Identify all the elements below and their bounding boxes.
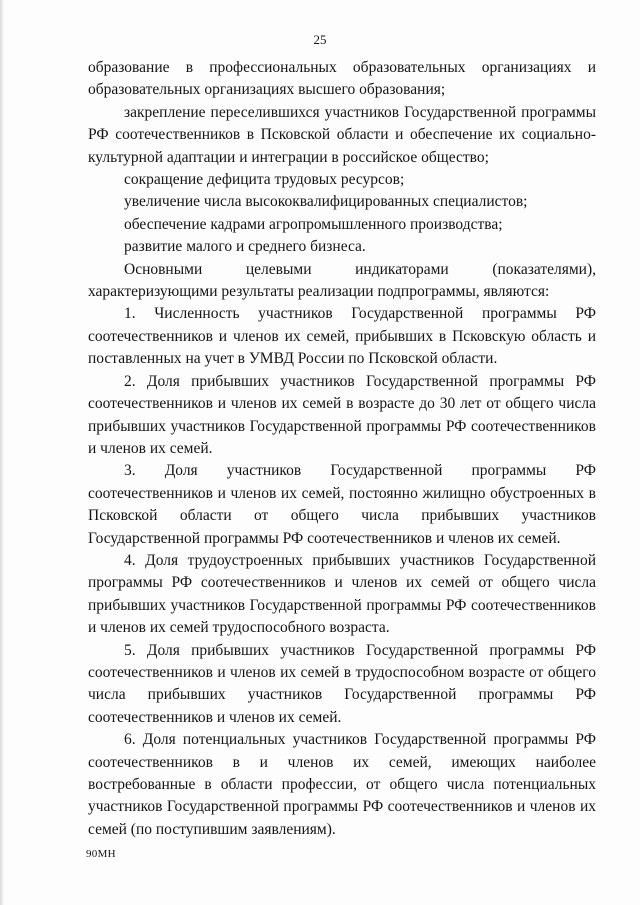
indicator-item-1: 1. Численность участников Государственной программы РФ соотечественников и членов их семей, прибывших в Псковскую область и поставленных на учет в УМВД России по Псковской области. [88,305,596,368]
indicator-item-4: 4. Доля трудоустроенных прибывших участников Государственной программы РФ соотечественников и членов их семей от общего числа прибывших участников Государственной программы РФ соотечественников и членов их семей трудоспособного возраста. [88,551,596,637]
indicator-item-2: 2. Доля прибывших участников Государственной программы РФ соотечественников и членов их семей в возрасте до 30 лет от общего числа прибывших участников Государственной программы РФ соотечественников и членов их семей. [88,372,596,457]
paragraph-small-business: развитие малого и среднего бизнеса. [124,238,366,256]
indicator-item-6: 6. Доля потенциальных участников Государственной программы РФ соотечественников в и членов их семей, имеющих наиболее востребованные в области профессии, от общего числа потенциальных участников Государственной программы РФ соотечественников и членов их семей (по поступившим заявлениям). [88,731,596,838]
paragraph-education-continuation: образование в профессиональных образовательных организациях и образовательных организациях высшего образования; [88,59,596,99]
paragraph-labor-deficit: сокращение дефицита трудовых ресурсов; [124,171,405,189]
document-footer-code: 90МН [86,848,116,860]
indicator-item-3: 3. Доля участников Государственной программы РФ соотечественников и членов их семей, постоянно жилищно обустроенных в Псковской области от общего числа прибывших участников Государственной программы РФ соотечественников и членов их семей. [88,462,596,547]
document-body [88,57,596,841]
page-edge-shadow [0,0,4,905]
indicator-item-5: 5. Доля прибывших участников Государственной программы РФ соотечественников и членов их семей в трудоспособном возрасте от общего числа прибывших участников Государственной программы РФ соотечественников и членов их семей. [88,641,596,726]
paragraph-agro-staffing: обеспечение кадрами агропромышленного производства; [124,215,503,233]
paragraph-resettlement: закрепление переселившихся участников Государственной программы РФ соотечественников в Псковской области и обеспечение их социально-культурной адаптации и интеграции в российское общество; [88,103,596,166]
paragraph-indicators-intro: Основными целевыми индикаторами (показателями), характеризующими результаты реализации подпрограммы, являются: [88,260,596,301]
page-number: 25 [313,32,327,47]
paragraph-specialists: увеличение числа высококвалифицированных специалистов; [124,193,528,211]
